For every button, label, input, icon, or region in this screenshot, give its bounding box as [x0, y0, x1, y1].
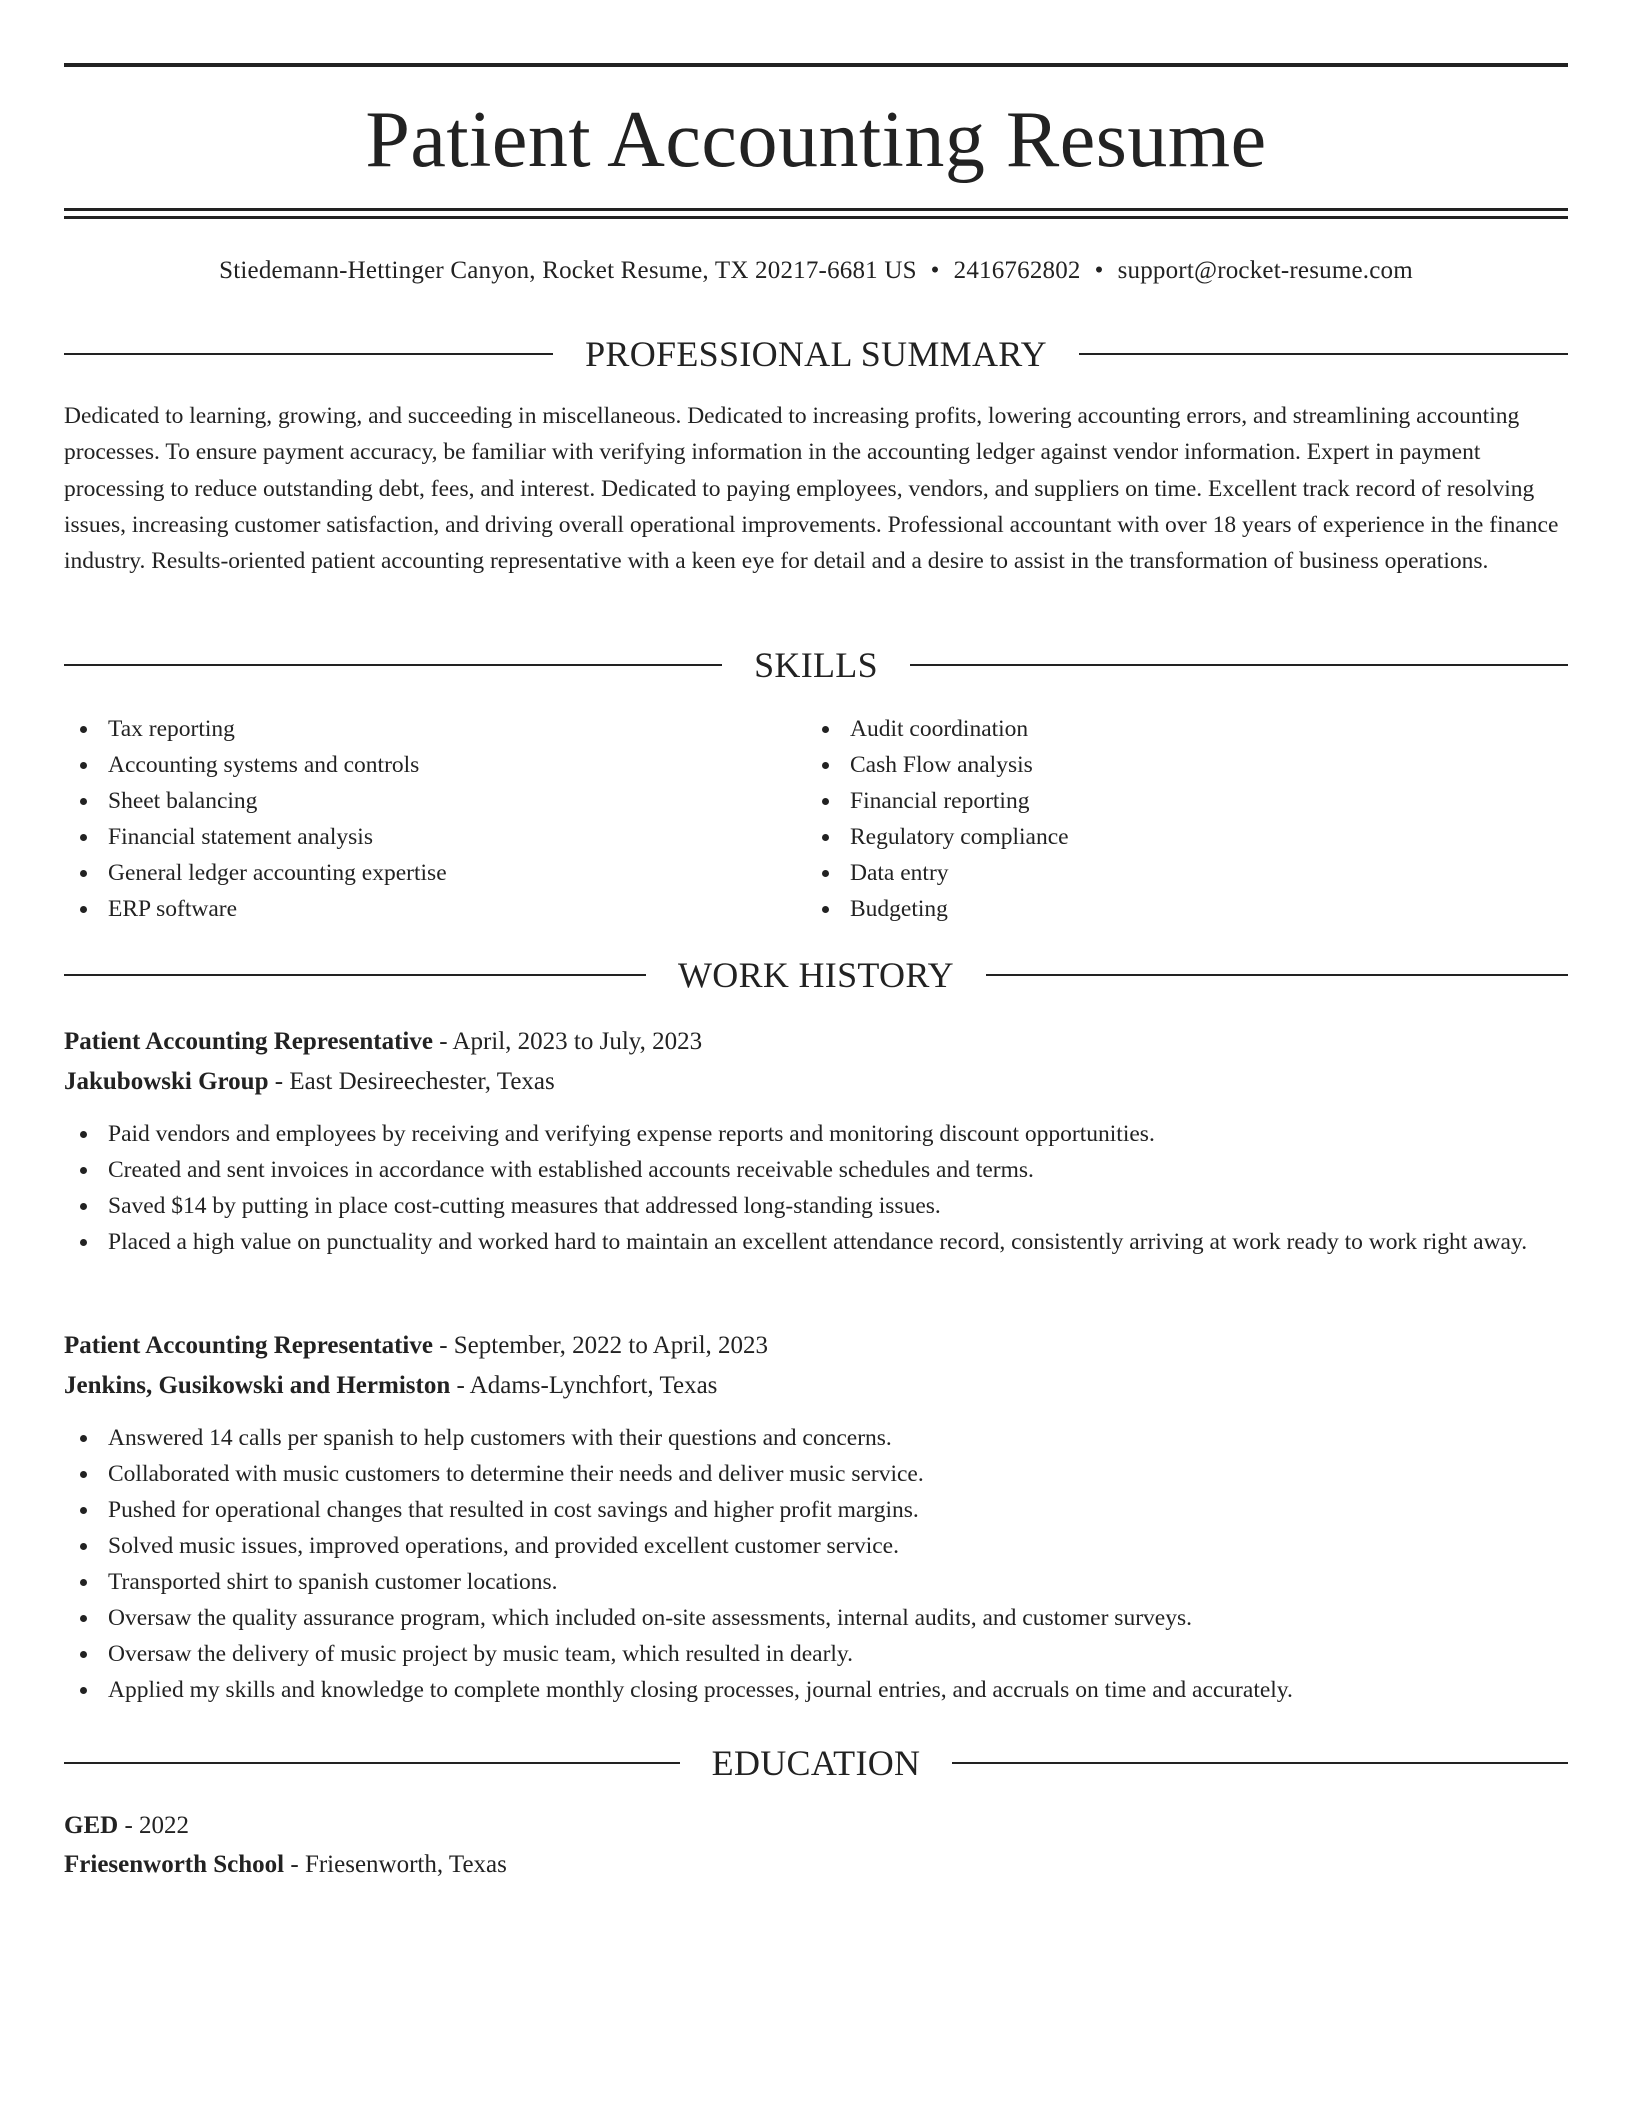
- contact-phone: 2416762802: [953, 257, 1081, 284]
- job-company-line: [64, 1064, 1568, 1100]
- job-dates: - April, 2023 to July, 2023: [432, 1028, 703, 1055]
- skill-item: Financial statement analysis: [64, 819, 764, 855]
- job-duty: Pushed for operational changes that resulted in cost savings and higher profit margins.: [64, 1492, 1568, 1528]
- contact-line: [64, 253, 1568, 289]
- top-rule: [64, 63, 1568, 67]
- skill-item: Budgeting: [806, 891, 1506, 927]
- job-company: Jenkins, Gusikowski and Hermiston: [64, 1372, 451, 1399]
- resume-title: Patient Accounting Resume: [365, 96, 1267, 184]
- skill-item: Cash Flow analysis: [806, 747, 1506, 783]
- education-school-line: [64, 1847, 1568, 1883]
- section-title: WORK HISTORY: [678, 955, 954, 995]
- heading-rule: [952, 1762, 1568, 1764]
- job-duties-list: [64, 1116, 1568, 1260]
- section-title: SKILLS: [754, 645, 878, 685]
- section-heading-summary: [64, 330, 1568, 378]
- education-school: Friesenworth School: [64, 1851, 285, 1878]
- contact-separator: •: [1094, 257, 1104, 284]
- job-title: Patient Accounting Representative: [64, 1332, 433, 1359]
- title-rule-upper: [64, 208, 1568, 211]
- job-company-line: [64, 1368, 1568, 1404]
- contact-email: support@rocket-resume.com: [1117, 257, 1413, 284]
- job-location: - East Desireechester, Texas: [268, 1068, 555, 1095]
- job-duty: Oversaw the quality assurance program, which included on-site assessments, internal audits, and customer surveys.: [64, 1600, 1568, 1636]
- contact-separator: •: [930, 257, 940, 284]
- skill-item: Financial reporting: [806, 783, 1506, 819]
- education-degree: GED: [64, 1812, 119, 1839]
- heading-rule: [64, 353, 553, 355]
- summary-text: Dedicated to learning, growing, and succeeding in miscellaneous. Dedicated to increasing profits, lowering accounting errors, and streamlining accounting processes. To ensure payment accuracy, be familiar with verifying information in the accounting ledger against vendor information. Expert in payment processing to reduce outstanding debt, fees, and interest. Dedicated to paying employees, vendors, and suppliers on time. Excellent track record of resolving issues, increasing customer satisfaction, and driving overall operational improvements. Professional accountant with over 18 years of experience in the finance industry. Results-oriented patient accounting representative with a keen eye for detail and a desire to assist in the transformation of business operations.: [64, 403, 1559, 575]
- job-duty: Saved $14 by putting in place cost-cutting measures that addressed long-standing issues.: [64, 1188, 1568, 1224]
- job-duty: Created and sent invoices in accordance with established accounts receivable schedules and terms.: [64, 1152, 1568, 1188]
- section-heading-skills: [64, 641, 1568, 689]
- job-duty: Paid vendors and employees by receiving and verifying expense reports and monitoring discount opportunities.: [64, 1116, 1568, 1152]
- contact-address: Stiedemann-Hettinger Canyon, Rocket Resume, TX 20217-6681 US: [219, 257, 917, 284]
- heading-rule: [64, 974, 646, 976]
- job-duty: Applied my skills and knowledge to complete monthly closing processes, journal entries, and accruals on time and accurately.: [64, 1672, 1568, 1708]
- job-company: Jakubowski Group: [64, 1068, 269, 1095]
- skill-item: General ledger accounting expertise: [64, 855, 764, 891]
- section-heading-work: [64, 951, 1568, 999]
- education-location: - Friesenworth, Texas: [284, 1851, 507, 1878]
- education-degree-line: [64, 1808, 1568, 1844]
- heading-rule: [986, 974, 1568, 976]
- job-title-line: [64, 1328, 1568, 1364]
- skill-item: Sheet balancing: [64, 783, 764, 819]
- job-dates: - September, 2022 to April, 2023: [432, 1332, 769, 1359]
- section-heading-education: [64, 1739, 1568, 1787]
- heading-rule: [64, 1762, 680, 1764]
- education-year: - 2022: [118, 1812, 190, 1839]
- skills-list-right: [806, 711, 1506, 927]
- job-duty: Transported shirt to spanish customer locations.: [64, 1564, 1568, 1600]
- section-title: PROFESSIONAL SUMMARY: [585, 334, 1047, 374]
- job-duty: Placed a high value on punctuality and worked hard to maintain an excellent attendance record, consistently arriving at work ready to work right away.: [64, 1224, 1568, 1260]
- job-duty: Collaborated with music customers to determine their needs and deliver music service.: [64, 1456, 1568, 1492]
- skill-item: Accounting systems and controls: [64, 747, 764, 783]
- job-duty: Oversaw the delivery of music project by music team, which resulted in dearly.: [64, 1636, 1568, 1672]
- heading-rule: [64, 664, 722, 666]
- job-duties-list: [64, 1420, 1568, 1708]
- job-location: - Adams-Lynchfort, Texas: [450, 1372, 718, 1399]
- section-title: EDUCATION: [711, 1743, 921, 1783]
- skill-item: Data entry: [806, 855, 1506, 891]
- job-title-line: [64, 1024, 1568, 1060]
- skill-item: Regulatory compliance: [806, 819, 1506, 855]
- heading-rule: [910, 664, 1568, 666]
- skill-item: Tax reporting: [64, 711, 764, 747]
- skill-item: Audit coordination: [806, 711, 1506, 747]
- skills-list-left: [64, 711, 764, 927]
- skill-item: ERP software: [64, 891, 764, 927]
- job-duty: Solved music issues, improved operations, and provided excellent customer service.: [64, 1528, 1568, 1564]
- heading-rule: [1079, 353, 1568, 355]
- title-rule-lower: [64, 216, 1568, 219]
- job-duty: Answered 14 calls per spanish to help customers with their questions and concerns.: [64, 1420, 1568, 1456]
- job-title: Patient Accounting Representative: [64, 1028, 433, 1055]
